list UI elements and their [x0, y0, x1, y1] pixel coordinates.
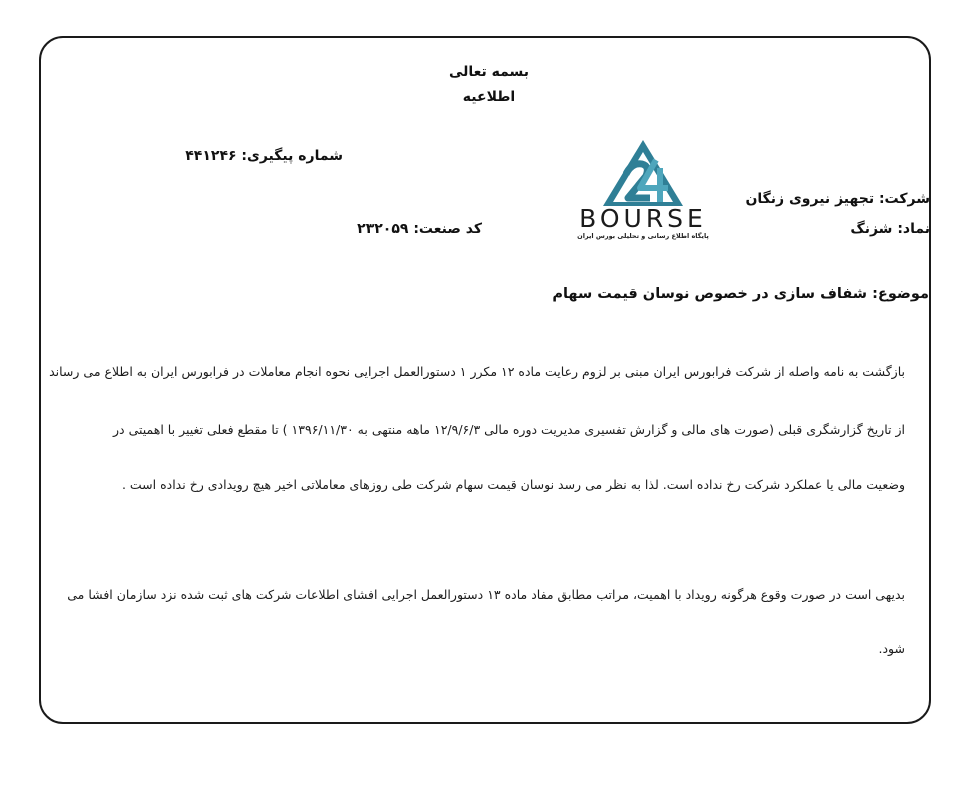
bismillah-heading: بسمه تعالی: [448, 64, 530, 80]
body-line: از تاریخ گزارشگری قبلی (صورت های مالی و گزارش تفسیری مدیریت دوره مالی ۱۲/۹/۶/۳ ماهه منتهی به ۱۳۹۶/۱۱/۳۰ ) تا مقطع فعلی تغییر با اهمیتی در: [113, 422, 905, 437]
bourse-triangle-icon: [576, 138, 710, 208]
body-line: شود.: [878, 641, 905, 656]
company-name: شرکت: تجهیز نیروی زنگان: [745, 191, 930, 207]
body-line: وضعیت مالی یا عملکرد شرکت رخ نداده است. لذا به نظر می رسد نوسان قیمت سهام شرکت طی روزهای معاملاتی اخیر هیچ رویدادی رخ نداده است .: [121, 477, 905, 492]
body-line: بدیهی است در صورت وقوع هرگونه رویداد با اهمیت، مراتب مطابق مفاد ماده ۱۳ دستورالعمل اجرایی افشای اطلاعات شرکت های ثبت شده نزد سازمان افشا می: [67, 587, 905, 602]
announcement-title: اطلاعیه: [462, 89, 516, 105]
subject-line: موضوع: شفاف سازی در خصوص نوسان قیمت سهام: [552, 286, 929, 302]
bourse-logo-wordmark: BOURSE: [579, 204, 707, 233]
body-line: بازگشت به نامه واصله از شرکت فرابورس ایران مبنی بر لزوم رعایت ماده ۱۲ مکرر ۱ دستورالعمل اجرایی نحوه انجام معاملات در فرابورس ایران به اطلاع می رساند: [49, 364, 905, 379]
symbol-name: نماد: شزنگ: [850, 221, 930, 237]
bourse-logo: [576, 138, 710, 246]
industry-code: کد صنعت: ۲۳۲۰۵۹: [357, 221, 482, 237]
tracking-number: شماره پیگیری: ۴۴۱۲۴۶: [185, 148, 343, 164]
bourse-logo-subtitle: پایگاه اطلاع رسانی و تحلیلی بورس ایران: [577, 232, 709, 240]
document-frame: [39, 36, 931, 724]
